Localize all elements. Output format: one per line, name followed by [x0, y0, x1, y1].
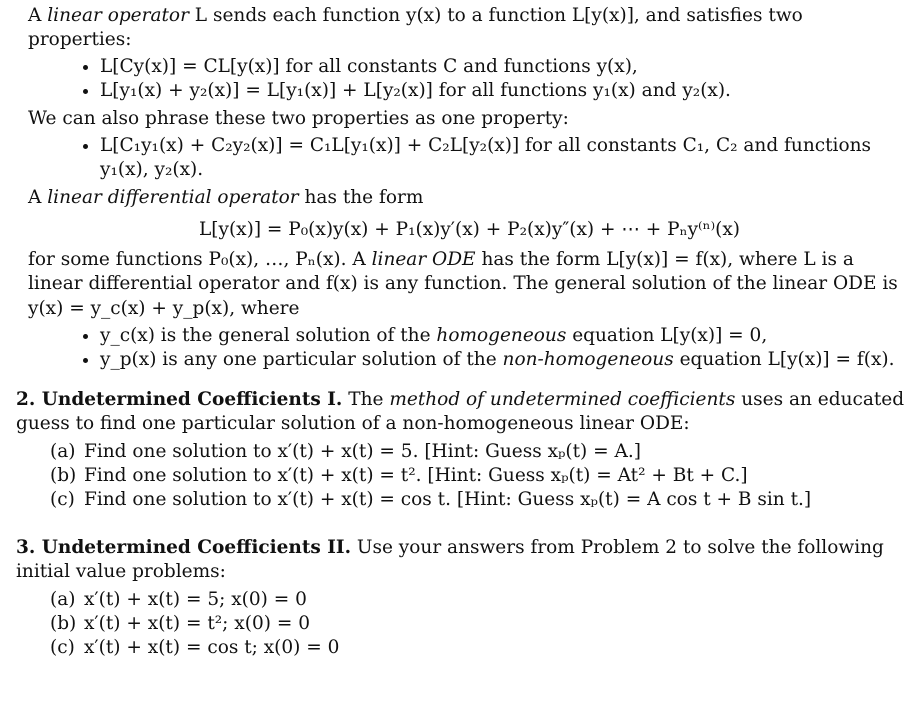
solution-part-homogeneous: • y_c(x) is the general solution of the homogeneous equation L[y(x)] = 0,	[100, 324, 911, 348]
combined-property-intro: We can also phrase these two properties as one property:	[28, 108, 569, 130]
term-linear-ode: linear ODE	[371, 249, 476, 271]
problem-3-heading: 3. Undetermined Coefficients II.	[16, 536, 352, 558]
problem-part: (a) x′(t) + x(t) = 5; x(0) = 0	[50, 588, 307, 610]
problem-3: 3. Undetermined Coefficients II. Use your answers from Problem 2 to solve the following initial value problems: (a) x′(t) + x(t) = 5; x(0) = 0 (b) x′(t) + x(t) = t²; x(0) = 0 (c) x′(t) + x(t) = cos t; x(0) = 0	[16, 536, 911, 660]
combined-property-list	[28, 134, 911, 182]
problem-part: (b) x′(t) + x(t) = t²; x(0) = 0	[50, 613, 310, 635]
diff-operator-formula: L[y(x)] = P₀(x)y(x) + P₁(x)y′(x) + P₂(x)y″(x) + ⋯ + Pₙy⁽ⁿ⁾(x)	[199, 219, 740, 241]
problem-part: (c) x′(t) + x(t) = cos t; x(0) = 0	[50, 637, 340, 659]
solution-parts-list	[28, 324, 911, 372]
properties-list	[28, 55, 911, 103]
linear-ode-definition: for some functions P₀(x), …, Pₙ(x). A linear ODE has the form L[y(x)] = f(x), where L is a linear differential operator and f(x) is any function. The general solution of the linear ODE is y(x) = y_c(x) + y_p(x), where	[28, 249, 898, 319]
problem-3-parts	[16, 588, 911, 660]
combined-property: • L[C₁y₁(x) + C₂y₂(x)] = C₁L[y₁(x)] + C₂L[y₂(x)] for all constants C₁, C₂ and functions y₁(x), y₂(x).	[100, 134, 911, 182]
diff-operator-definition: A linear differential operator has the form	[28, 187, 424, 209]
problem-part: (b) Find one solution to x′(t) + x(t) = t². [Hint: Guess xₚ(t) = At² + Bt + C.]	[50, 464, 748, 486]
solution-part-particular: • y_p(x) is any one particular solution of the non-homogeneous equation L[y(x)] = f(x).	[100, 348, 911, 372]
term-undetermined-coefficients: method of undetermined coefficients	[389, 388, 736, 410]
property-item: • L[Cy(x)] = CL[y(x)] for all constants C and functions y(x),	[100, 55, 911, 79]
problem-2-heading: 2. Undetermined Coefficients I.	[16, 388, 343, 410]
problem-part: (c) Find one solution to x′(t) + x(t) = cos t. [Hint: Guess xₚ(t) = A cos t + B sin t.]	[50, 488, 812, 510]
problem-part: (a) Find one solution to x′(t) + x(t) = 5. [Hint: Guess xₚ(t) = A.]	[50, 440, 641, 462]
term-linear-differential-operator: linear differential operator	[47, 187, 299, 209]
problem-2: 2. Undetermined Coefficients I. The method of undetermined coefficients uses an educated guess to find one particular solution of a non-homogeneous linear ODE: (a) Find one solution to x′(t) + x(t) = 5. [Hint: Guess xₚ(t) = A.] (b) Find one solution to x′(t) + x(t) = t². [Hint: Guess xₚ(t) = At² + Bt + C.] (c) Find one solution to x′(t) + x(t) = cos t. [Hint: Guess xₚ(t) = A cos t + B sin t.]	[16, 388, 911, 512]
linear-operator-definition: A linear operator L sends each function y(x) to a function L[y(x)], and satisfies two properties:	[28, 5, 803, 51]
problem-2-parts	[16, 440, 911, 512]
term-linear-operator: linear operator	[47, 5, 189, 26]
property-item: • L[y₁(x) + y₂(x)] = L[y₁(x)] + L[y₂(x)] for all functions y₁(x) and y₂(x).	[100, 79, 911, 103]
